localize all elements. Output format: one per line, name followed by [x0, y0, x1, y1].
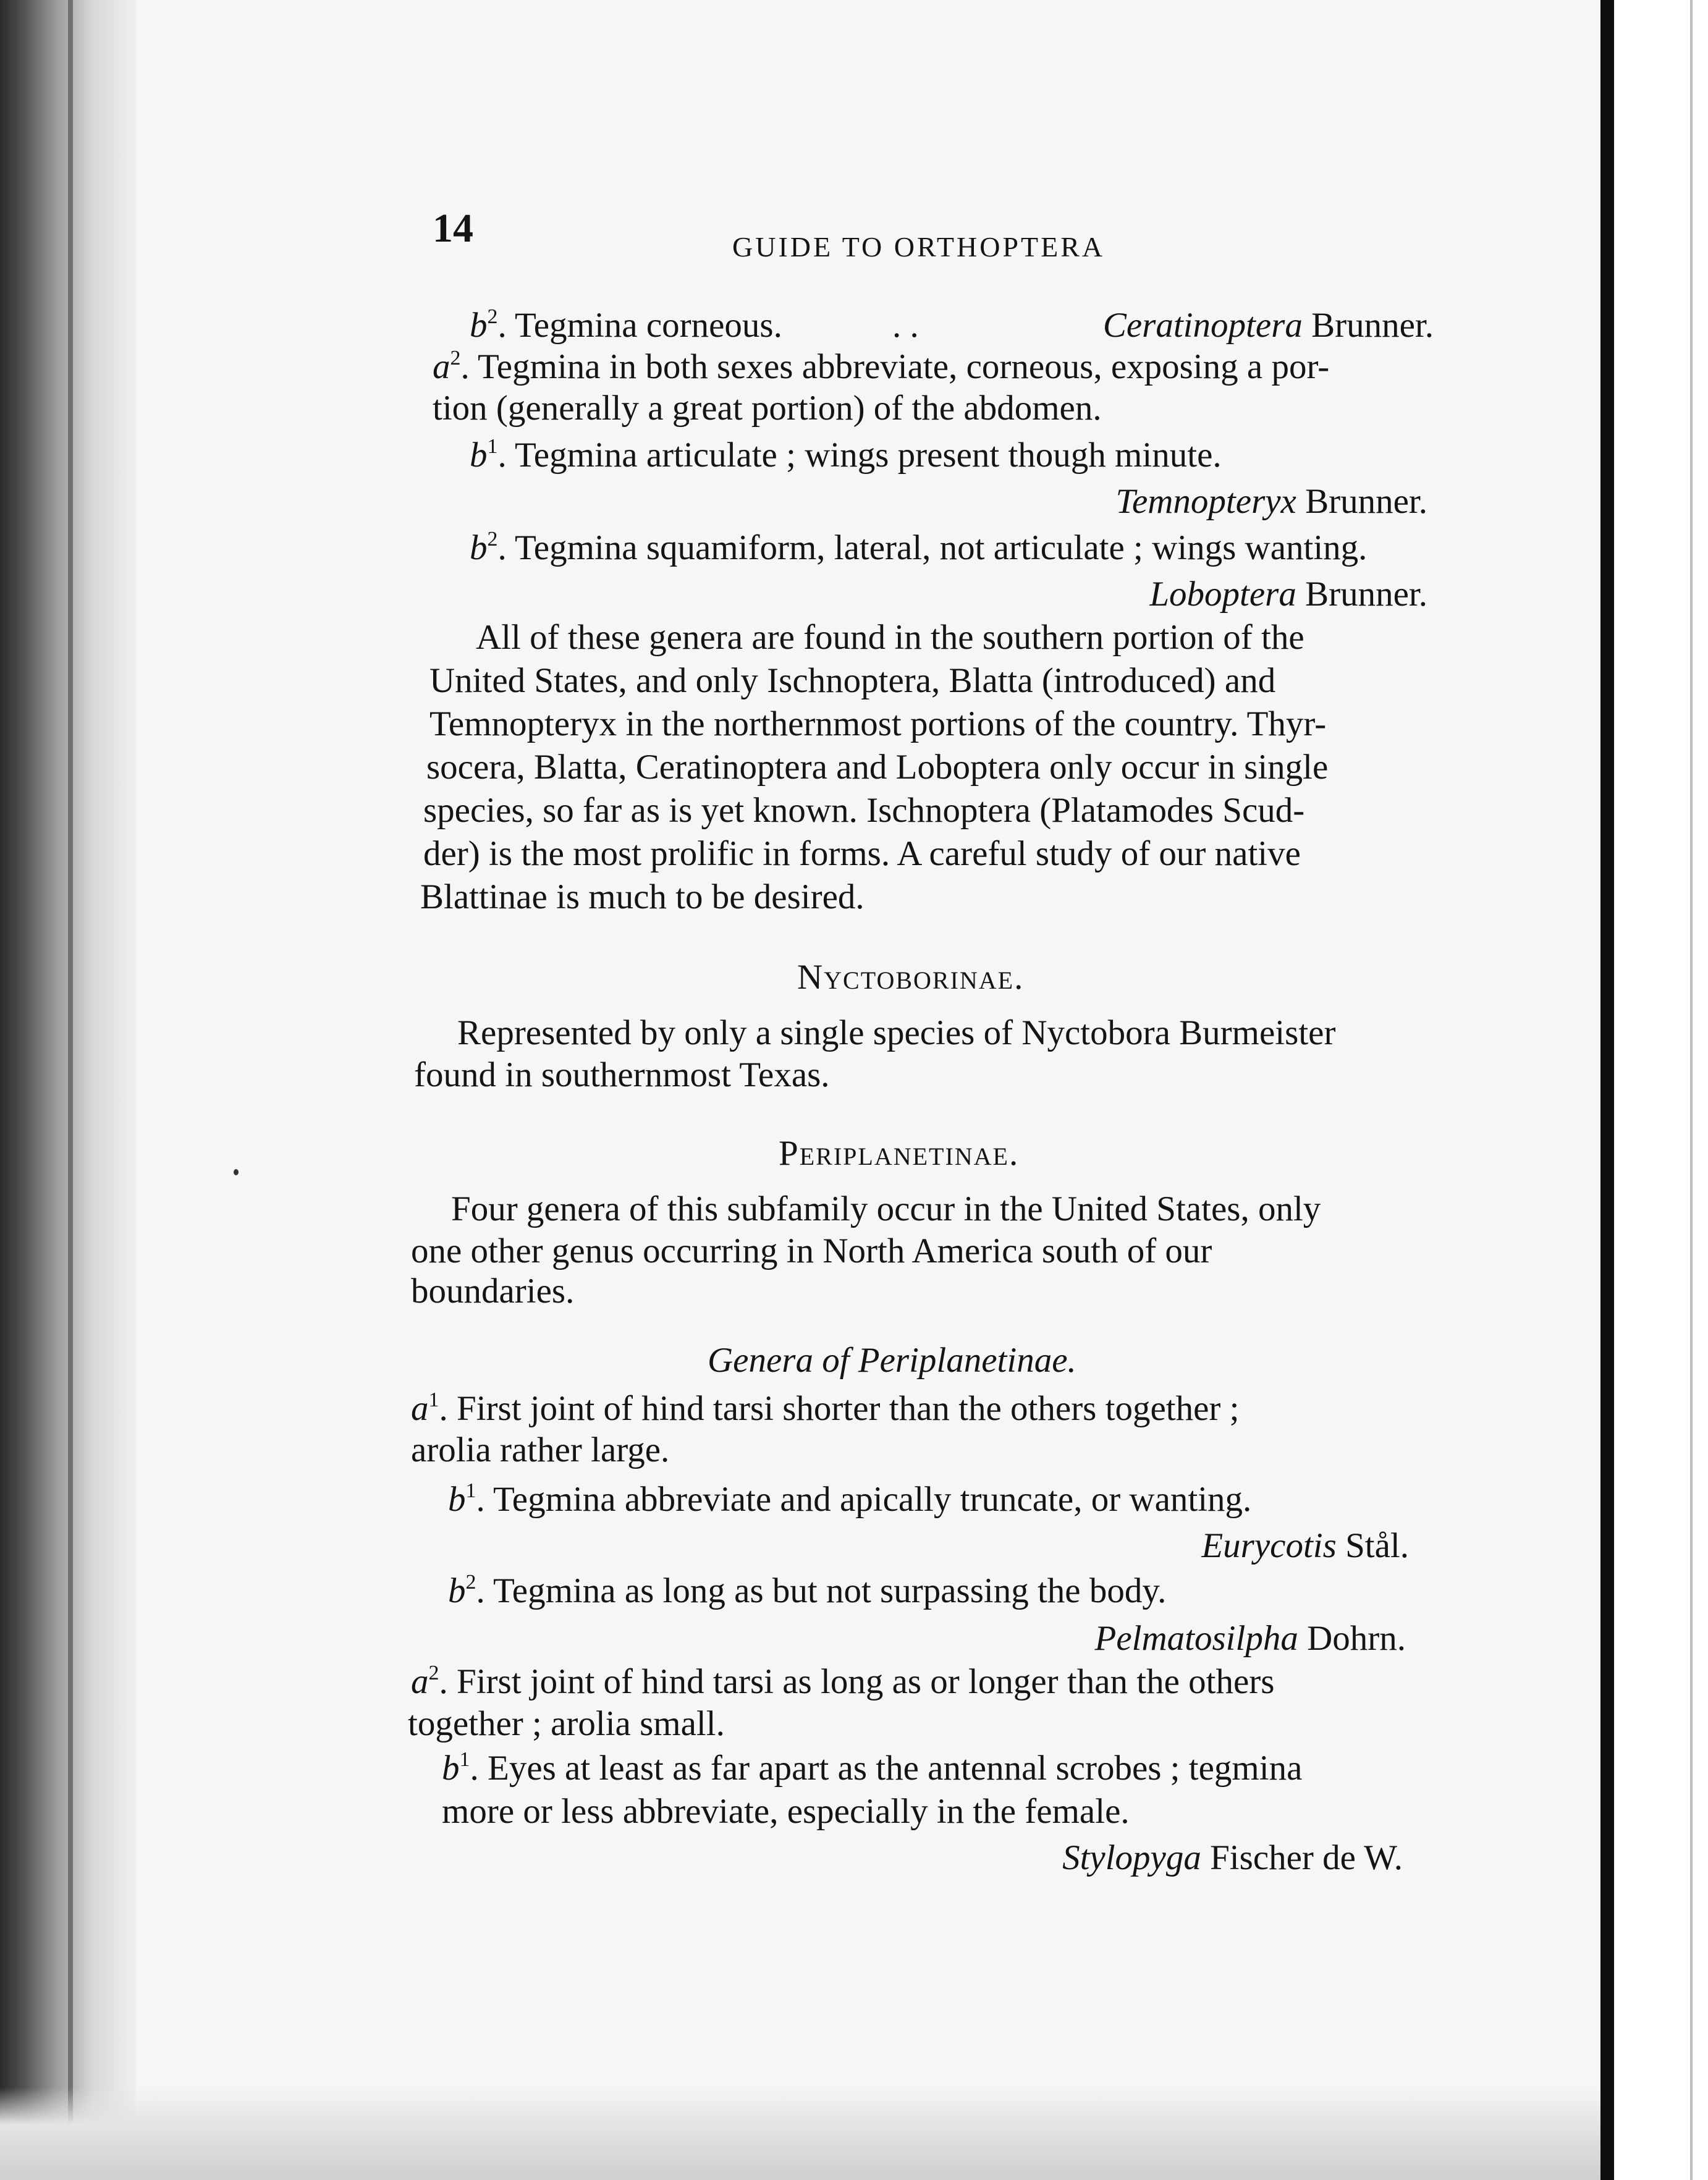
- right-page-edge-rule: [1600, 0, 1614, 2180]
- adjacent-page-edge: [1690, 0, 1693, 2180]
- bottom-page-edge: [0, 2087, 1708, 2180]
- key-line-a1: $a^1$. First joint of hind tarsi shorter than the others together ;: [411, 1388, 1240, 1428]
- key-line-a1-cont: arolia rather large.: [411, 1430, 670, 1469]
- scan-speck: [234, 1169, 239, 1175]
- running-title: GUIDE TO ORTHOPTERA: [732, 231, 1106, 263]
- key-line-a2: $a^2$. First joint of hind tarsi as long as or longer than the others: [411, 1662, 1275, 1701]
- section-heading: Periplanetinae.: [779, 1134, 1020, 1173]
- key-line-b1: $b^1$. Tegmina articulate ; wings present though minute.: [470, 435, 1222, 475]
- section-text-line: Four genera of this subfamily occur in the United States, only: [451, 1189, 1321, 1228]
- section-text-line: Represented by only a single species of Nyctobora Burmeister: [457, 1013, 1336, 1052]
- paragraph-line: der) is the most prolific in forms. A careful study of our native: [423, 834, 1301, 873]
- genus-line-stylopyga: Stylopyga Fischer de W.: [1062, 1838, 1403, 1877]
- genus-line-pelmatosilpha: Pelmatosilpha Dohrn.: [1094, 1619, 1406, 1658]
- key-line-a2-cont: together ; arolia small.: [408, 1704, 725, 1743]
- paragraph-line: socera, Blatta, Ceratinoptera and Loboptera only occur in single: [426, 748, 1329, 787]
- key-line-b1: $b^1$. Tegmina abbreviate and apically truncate, or wanting.: [448, 1479, 1252, 1519]
- genus-line-eurycotis: Eurycotis Stål.: [1201, 1526, 1409, 1565]
- key-line-b2b: $b^2$. Tegmina squamiform, lateral, not articulate ; wings wanting.: [470, 528, 1368, 567]
- genus-line-loboptera: Loboptera Brunner.: [1149, 575, 1427, 614]
- paragraph-line: Blattinae is much to be desired.: [420, 877, 865, 916]
- key-line-b2: $b^2$. Tegmina as long as but not surpassing the body.: [448, 1571, 1167, 1610]
- key-line-b1b-cont: more or less abbreviate, especially in the female.: [442, 1792, 1130, 1831]
- subheading: Genera of Periplanetinae.: [708, 1341, 1076, 1380]
- paragraph-line: species, so far as is yet known. Ischnoptera (Platamodes Scud-: [423, 791, 1305, 830]
- binding-line: [68, 0, 73, 2180]
- key-line-a2: $a^2$. Tegmina in both sexes abbreviate, corneous, exposing a por-: [433, 347, 1330, 386]
- genus-line-temnopteryx: Temnopteryx Brunner.: [1115, 482, 1427, 521]
- key-leader-dots: . .: [892, 306, 919, 345]
- section-text-line: found in southernmost Texas.: [414, 1055, 830, 1094]
- genus-name: Ceratinoptera Brunner.: [1102, 306, 1434, 345]
- key-line-b2: [470, 306, 1434, 345]
- paragraph-line: United States, and only Ischnoptera, Blatta (introduced) and: [429, 661, 1276, 700]
- page-number: 14: [433, 206, 473, 251]
- adjacent-page-strip: [1614, 0, 1708, 2180]
- key-entry: $b^2$. Tegmina corneous.: [470, 305, 782, 345]
- section-text-line: one other genus occurring in North America south of our: [411, 1232, 1212, 1270]
- paragraph-line: Temnopteryx in the northernmost portions of the country. Thyr-: [429, 704, 1327, 743]
- key-line-a2-cont: tion (generally a great portion) of the abdomen.: [433, 389, 1102, 428]
- key-line-b1b: $b^1$. Eyes at least as far apart as the antennal scrobes ; tegmina: [442, 1748, 1303, 1788]
- section-heading: Nyctoborinae.: [797, 958, 1025, 997]
- section-text-line: boundaries.: [411, 1272, 575, 1311]
- paragraph-line: All of these genera are found in the southern portion of the: [476, 618, 1304, 657]
